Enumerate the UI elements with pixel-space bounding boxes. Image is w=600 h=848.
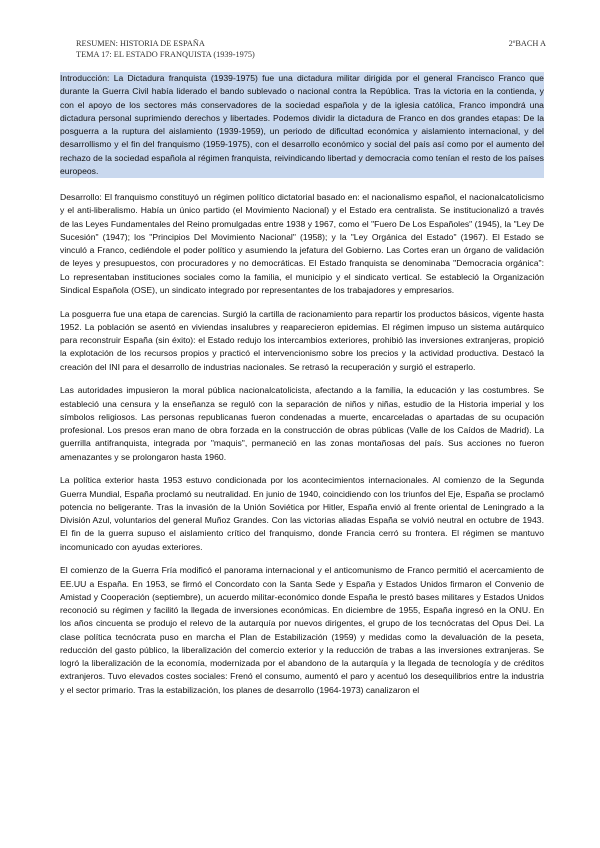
paragraph-moral-publica: Las autoridades impusieron la moral pública nacionalcatolicista, afectando a la familia, la educación y las costumbres. Se estableció una censura y la enseñanza se reguló con la separación de niños y niñas, estudio de la Historia imperial y los símbolos religiosos. Las personas republicanas fueron condenadas a muerte, encarceladas o apartadas de su ocupación profesional. Los presos eran mano de obra forzada en la construcción de obras públicas (Valle de los Caídos de Madrid). La guerrilla antifranquista, integrada por "maquis", permaneció en las zonas montañosas del país. Sus acciones no fueron amenazantes y se prolongaron hasta 1960. [60,385,544,462]
paragraph-posguerra: La posguerra fue una etapa de carencias. Surgió la cartilla de racionamiento para repartir los productos básicos, vigente hasta 1952. La población se asentó en viviendas insalubres y reaparecieron epidemias. El régimen impuso un sistema autárquico para reconstruir España (sin éxito): el Estado redujo los intercambios exteriores, prohibió las inversiones extranjeras, propició la explotación de los recursos propios y practicó el intervencionismo sobre los precios y la actividad productiva. Destacó la creación del INI para el desarrollo de industrias nacionales. Se retrasó la recuperación y surgió el estraperlo. [60,308,544,372]
page-header [76,38,546,60]
header-course: 2ºBACH A [508,39,546,48]
paragraph-desarrollo: Desarrollo: El franquismo constituyó un régimen político dictatorial basado en: el nacionalismo español, el nacionalcatolicismo y el anti-liberalismo. Había un único partido (el Movimiento Nacional) y el Estado era centralista. Se institucionalizó a través de las Leyes Fundamentales del Reino promulgadas entre 1938 y 1967, como el "Fuero De Los Españoles" (1945), la "Ley De Sucesión" (1947); los "Principios Del Movimiento Nacional" (1958); y la "Ley Orgánica del Estado" (1967). El Estado se vinculó a Franco, cediéndole el poder político y asumiendo la jefatura del Gobierno. Las Cortes eran un órgano de validación de leyes y presupuestos, con procuradores y no democráticas. El Estado franquista se denominaba "Democracia orgánica": Lo representaban instituciones sociales como la familia, el municipio y el sindicato vertical. Se estableció la Organización Sindical Española (OSE), un sindicato integrado por representantes de los trabajadores y empresarios. [60,192,544,295]
document-body [60,72,544,707]
header-summary: RESUMEN: HISTORIA DE ESPAÑA [76,39,205,48]
paragraph-politica-exterior: La política exterior hasta 1953 estuvo condicionada por los acontecimientos internacionales. Al comienzo de la Segunda Guerra Mundial, España proclamó su neutralidad. En junio de 1940, coincidiendo con los triunfos del Eje, España se proclamó potencia no beligerante. Tras la invasión de la Unión Soviética por Hitler, España envió al frente oriental de Leningrado a la División Azul, voluntarios del general Muñoz Grandes. Con las victorias aliadas España se volvió neutral en octubre de 1943. El fin de la guerra supuso el aislamiento crítico del franquismo, donde Francia cerró su frontera. El régimen se mantuvo incomunicado con ayudas exteriores. [60,475,544,552]
header-topic: TEMA 17: EL ESTADO FRANQUISTA (1939-1975) [76,50,255,59]
paragraph-introduccion[interactable]: Introducción: La Dictadura franquista (1939-1975) fue una dictadura militar dirigida por el general Francisco Franco que durante la Guerra Civil había liderado el bando sublevado o nacional contra la República. Tras la victoria en la contienda, y con el apoyo de los sectores más conservadores de la sociedad española y de la iglesia católica, Franco impondrá una dictadura personal suprimiendo derechos y libertades. Podemos dividir la dictadura de Franco en dos grandes etapas: De la posguerra a la ruptura del aislamiento (1939-1959), un periodo de dificultad económica y aislamiento internacional, y del desarrollismo y el fin del franquismo (1959-1975), con el desarrollo económico y social del país así como por el aumento del rechazo de la sociedad española al régimen franquista, reivindicando libertad y democracia como tenían el resto de los países europeos. [60,72,544,178]
paragraph-guerra-fria: El comienzo de la Guerra Fría modificó el panorama internacional y el anticomunismo de Franco permitió el acercamiento de EE.UU a España. En 1953, se firmó el Concordato con la Santa Sede y España y Estados Unidos firmaron el Convenio de Amistad y Cooperación (septiembre), un acuerdo militar-económico donde España le prestó bases militares y Estados Unidos reconoció su régimen y facilitó la llegada de inversiones económicas. En diciembre de 1955, España ingresó en la ONU. En los años cincuenta se produjo el relevo de la autarquía por nuevos dirigentes, el grupo de los tecnócratas del Opus Dei. La clase política tecnócrata puso en marcha el Plan de Estabilización (1959) y medidas como la devaluación de la peseta, reducción del gasto público, la liberalización del comercio exterior y la reducción de trabas a las inversiones extranjeras. Se logró la liberalización de la economía, modernizada por el abandono de la autarquía y la llegada de tecnología y de créditos extranjeros. Tuvo elevados costes sociales: Frenó el consumo, aumentó el paro y acentuó los desequilibrios entre la industria y el sector primario. Tras la estabilización, los planes de desarrollo (1964-1973) canalizaron el [60,565,544,695]
